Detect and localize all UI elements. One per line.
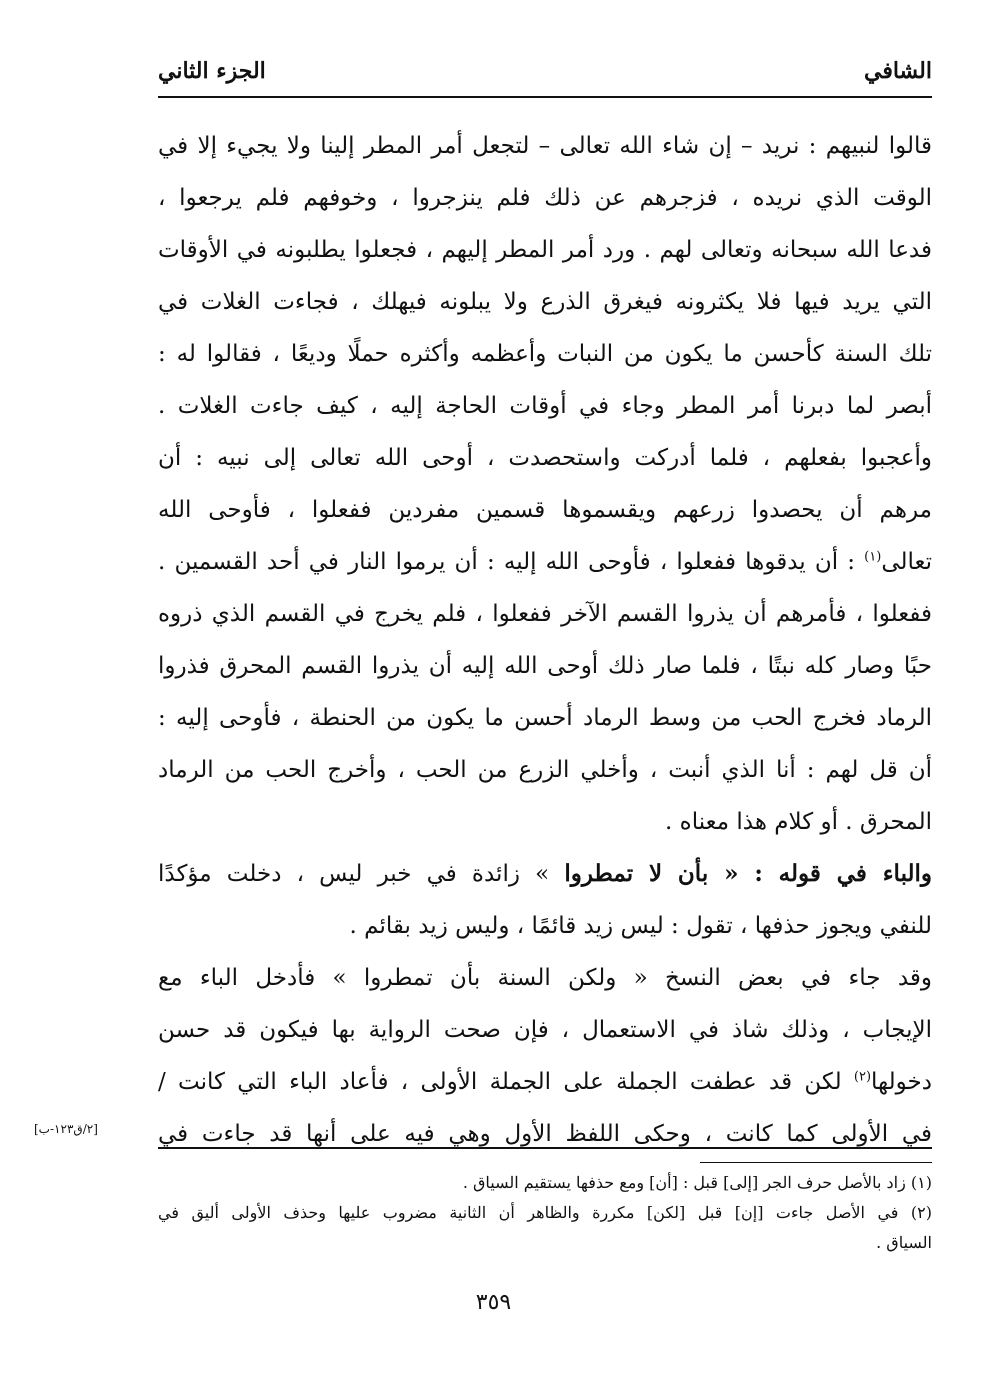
quoted-phrase: بأن لا تمطروا — [564, 860, 709, 887]
running-header — [158, 52, 932, 98]
paragraph-lead: والباء في قوله : « — [708, 860, 932, 887]
text-line: فدعا الله سبحانه وتعالى لهم . ورد أمر المطر إليهم ، فجعلوا يطلبونه في الأوقات — [158, 237, 932, 263]
text-line: وقد جاء في بعض النسخ « ولكن السنة بأن تمطروا » فأدخل الباء مع — [158, 965, 932, 991]
text-line: قالوا لنبيهم : نريد – إن شاء الله تعالى – لتجعل أمر المطر إلينا ولا يجيء إلا في — [158, 133, 932, 159]
text-line: ففعلوا ، فأمرهم أن يذروا القسم الآخر ففعلوا ، فلم يخرج في القسم الذي ذروه — [158, 601, 932, 627]
text-line: التي يريد فيها فلا يكثرونه فيغرق الذرع ولا يبلونه فيهلك ، فجاءت الغلات في — [158, 289, 932, 315]
text-line-with-footnote-ref — [158, 1056, 932, 1108]
text-line: حبًا وصار كله نبتًا ، فلما صار ذلك أوحى الله إليه أن يذروا القسم المحرق فذروا — [158, 653, 932, 679]
text-line: الوقت الذي نريده ، فزجرهم عن ذلك فلم ينزجروا ، وخوفهم فلم يرجعوا ، — [158, 185, 932, 211]
main-text — [158, 120, 932, 1160]
footnote-divider — [700, 1162, 932, 1163]
volume-title: الجزء الثاني — [158, 58, 266, 84]
text-line: وأعجبوا بفعلهم ، فلما أدركت واستحصدت ، أوحى الله تعالى إلى نبيه : أن — [158, 445, 932, 471]
text-line: الرماد فخرج الحب من وسط الرماد أحسن ما يكون من الحنطة ، فأوحى إليه : — [158, 705, 932, 731]
line-rest-text: : أن يدقوها ففعلوا ، فأوحى الله إليه : أن يرموا النار في أحد القسمين . — [158, 549, 865, 575]
footnote-reference-2: (٢) — [853, 1069, 872, 1085]
text-line: أن قل لهم : أنا الذي أنبت ، وأخلي الزرع من الحب ، وأخرج الحب من الرماد — [158, 757, 932, 783]
footnote-1: (١) زاد بالأصل حرف الجر [إلى] قبل : [أن] ومع حذفها يستقيم السياق . — [462, 1173, 932, 1192]
manuscript-folio-note: [٢/ق١٢٣-ب] — [34, 1122, 98, 1136]
line-rest-text: » زائدة في خبر ليس ، دخلت مؤكدًا — [158, 861, 565, 887]
line-rest-text: لكن قد عطفت الجملة على الجملة الأولى ، فأعاد الباء التي كانت / — [158, 1069, 854, 1095]
footnote-2: (٢) في الأصل جاءت [إن] قبل [لكن] مكررة والظاهر أن الثانية مضروب عليها وحذف الأولى أليق في — [158, 1203, 932, 1222]
footnote-reference-1: (١) — [864, 549, 882, 565]
footnotes — [158, 1168, 932, 1258]
text-line: مرهم أن يحصدوا زرعهم ويقسموها قسمين مفردين ففعلوا ، فأوحى الله — [158, 497, 932, 523]
text-line: أبصر لما دبرنا أمر المطر وجاء في أوقات الحاجة إليه ، كيف جاءت الغلات . — [158, 393, 932, 419]
page-number: ٣٥٩ — [475, 1290, 512, 1315]
line-start-text: دخولها — [871, 1069, 932, 1095]
text-line-last: في الأولى كما كانت ، وحكى اللفظ الأول وهي فيه على أنها قد جاءت في — [158, 1121, 932, 1147]
text-line: المحرق . أو كلام هذا معناه . — [665, 809, 932, 835]
text-line: للنفي ويجوز حذفها ، تقول : ليس زيد قائمًا ، وليس زيد بقائم . — [349, 913, 932, 939]
text-line-with-footnote-ref — [158, 536, 932, 588]
text-line: تلك السنة كأحسن ما يكون من النبات وأعظمه وأكثره حملًا وديعًا ، فقالوا له : — [158, 341, 932, 367]
line-start-text: تعالى — [881, 549, 932, 575]
book-title: الشافي — [864, 58, 932, 84]
text-line-with-quoted-phrase — [158, 848, 932, 900]
text-line: الإيجاب ، وذلك شاذ في الاستعمال ، فإن صحت الرواية بها فيكون قد حسن — [158, 1017, 932, 1043]
footnote-2-continued: السياق . — [876, 1233, 932, 1252]
